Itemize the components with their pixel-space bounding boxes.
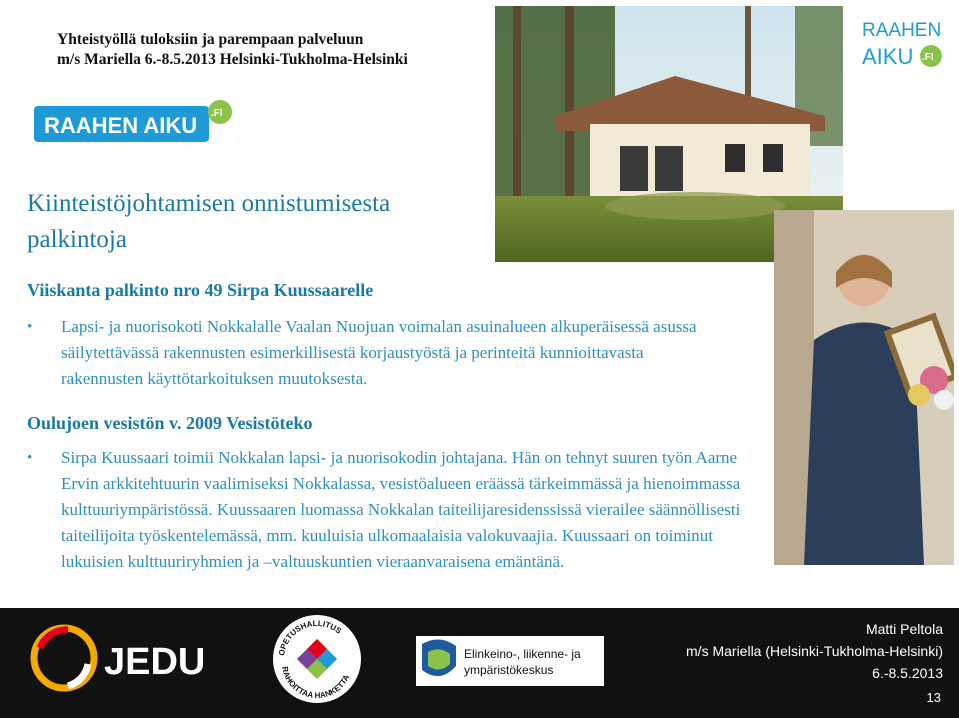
section2-text: Sirpa Kuussaari toimii Nokkalan lapsi- ja nuorisokodin johtajana. Hän on tehnyt suuren työn Aarne Ervin arkkitehtuurin vaalimiseksi Nokkalassa, vesistöalueen eräässä tärkeimmässä ja hienoimmassa kulttuuriympäristössä. Kuussaaren luomassa Nokkalan taiteilijaresidenssissä vierailee säännöllisesti taiteilijoita työskentelemässä, mm. kuuluisia ulkomaalaisia valokuvaajia. Kuussaari on toiminut lukuisien kulttuuriryhmien ja –valtuuskuntien vieraanvaraisena emäntänä. [61,448,741,571]
slide-title-line-2: palkintoja [27,226,127,253]
section1-text: Lapsi- ja nuorisokoti Nokkalalle Vaalan Nuojuan voimalan asuinalueen alkuperäisessä asussa säilytettävässä rakennusten esimerkillisestä korjaustyöstä ja perinteitä kunnioittavasta rakennusten käyttötarkoituksen muutoksesta. [61,317,697,388]
slide-title-line-1: Kiinteistöjohtamisen onnistumisesta [27,190,391,217]
section1-heading: Viiskanta palkinto nro 49 Sirpa Kuussaarelle [27,280,374,300]
section2-bullet: • [27,450,33,466]
page-number: 13 [926,690,941,705]
event-date: 6.-8.5.2013 [872,665,943,681]
raahen-aiku-small-logo [848,6,954,78]
jedu-logo [28,618,218,700]
raahen-small-fi: .FI [922,52,934,63]
jedu-text: JEDU [104,641,206,683]
opetushallitus-logo [272,613,362,705]
ely-logo [416,636,604,686]
raahen-aiku-logo [34,100,234,148]
footer-info [686,618,943,684]
ely-line-2: ympäristökeskus [464,663,554,677]
slide-header [57,30,408,70]
raahen-main-text: RAAHEN AIKU [44,113,198,138]
section2-paragraph [27,445,761,575]
header-line-1: Yhteistyöllä tuloksiin ja parempaan palveluun [57,31,364,48]
raahen-small-line1: RAAHEN [862,20,942,41]
opetushallitus-bottom-text: RAHOITTAA HANKETTA [280,665,352,701]
award-recipient-photo [774,210,954,565]
raahen-small-line2: AIKU [862,44,914,69]
event-name: m/s Mariella (Helsinki-Tukholma-Helsinki) [686,643,943,659]
ely-line-1: Elinkeino-, liikenne- ja [464,647,581,661]
raahen-main-fi: .FI [211,108,223,119]
header-line-2: m/s Mariella 6.-8.5.2013 Helsinki-Tukholma-Helsinki [57,51,408,68]
section2-heading: Oulujoen vesistön v. 2009 Vesistöteko [27,413,313,433]
opetushallitus-top-text: OPETUSHALLITUS [277,618,344,657]
section1-paragraph [27,314,701,392]
presenter-name: Matti Peltola [865,621,943,637]
slide-title [27,186,487,258]
section1-bullet: • [27,319,33,335]
